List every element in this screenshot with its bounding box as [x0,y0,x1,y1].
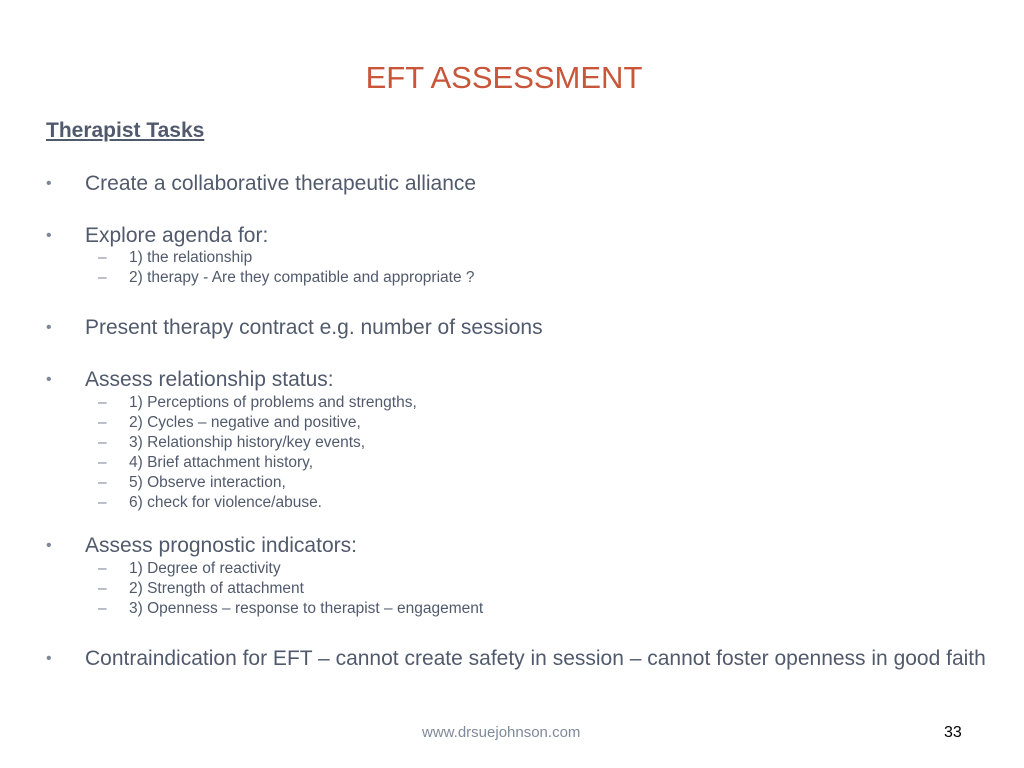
bullet-marker: • [46,175,52,192]
sub-text: 1) Perceptions of problems and strengths, [129,394,417,411]
sub-text: 1) the relationship [129,249,253,266]
bullet-text: Create a collaborative therapeutic alliance [85,172,477,195]
sub-marker: – [98,580,107,597]
sub-text: 4) Brief attachment history, [129,454,314,471]
bullet-marker: • [46,537,52,554]
sub-item [98,248,252,268]
sub-item [98,413,361,433]
sub-marker: – [98,394,107,411]
sub-marker: – [98,600,107,617]
sub-marker: – [98,474,107,491]
sub-marker: – [98,414,107,431]
page-number: 33 [944,724,962,741]
footer-url: www.drsuejohnson.com [422,724,581,741]
bullet-item [46,649,996,669]
sub-text: 3) Openness – response to therapist – engagement [129,600,484,617]
sub-marker: – [98,249,107,266]
sub-item [98,559,281,579]
bullet-text: Contraindication for EFT – cannot create safety in session – cannot foster openness in good faith [85,647,986,670]
sub-marker: – [98,454,107,471]
section-heading: Therapist Tasks [46,119,205,142]
bullet-text: Present therapy contract e.g. number of sessions [85,316,543,339]
sub-item [98,268,475,288]
sub-text: 2) Strength of attachment [129,580,304,597]
sub-item [98,393,417,413]
sub-item [98,453,313,473]
bullet-marker: • [46,371,52,388]
sub-text: 6) check for violence/abuse. [129,494,322,511]
sub-marker: – [98,494,107,511]
sub-item [98,493,322,513]
bullet-item [46,318,996,338]
sub-text: 2) Cycles – negative and positive, [129,414,361,431]
bullet-item [46,536,996,556]
sub-text: 3) Relationship history/key events, [129,434,366,451]
bullet-item [46,370,996,390]
sub-text: 2) therapy - Are they compatible and appropriate ? [129,269,475,286]
bullet-text: Assess relationship status: [85,368,334,391]
sub-item [98,473,286,493]
bullet-text: Assess prognostic indicators: [85,534,357,557]
sub-marker: – [98,434,107,451]
sub-item [98,433,365,453]
bullet-marker: • [46,227,52,244]
bullet-item [46,226,996,246]
sub-item [98,579,304,599]
sub-item [98,599,483,619]
sub-text: 5) Observe interaction, [129,474,286,491]
sub-marker: – [98,560,107,577]
sub-marker: – [98,269,107,286]
bullet-marker: • [46,650,52,667]
sub-text: 1) Degree of reactivity [129,560,281,577]
slide-title: EFT ASSESSMENT [365,60,643,95]
bullet-item [46,174,996,194]
bullet-marker: • [46,319,52,336]
bullet-text: Explore agenda for: [85,224,269,247]
